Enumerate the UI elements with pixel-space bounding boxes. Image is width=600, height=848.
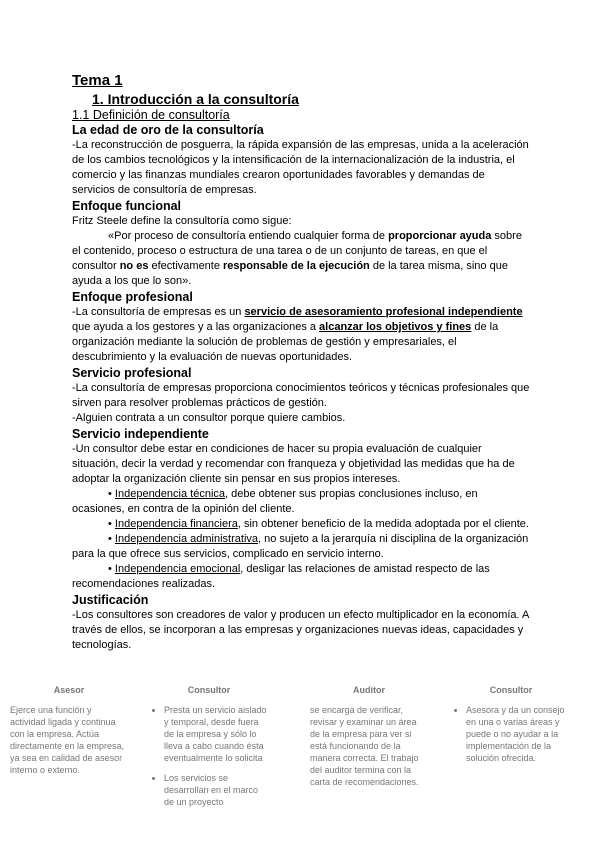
- list-item: • Los servicios se desarrollan en el marco de un proyecto: [164, 772, 268, 808]
- document-page: [72, 72, 530, 653]
- column-auditor: [310, 684, 428, 788]
- paragraph-servicio-profesional-1: -La consultoría de empresas proporciona conocimientos teóricos y técnicas profesionales que sirven para resolver problemas prácticos de gestión.: [72, 382, 530, 409]
- section-title: 1. Introducción a la consultoría: [92, 91, 299, 107]
- heading-justificacion: Justificación: [72, 593, 149, 607]
- subsection-title: 1.1 Definición de consultoría: [72, 108, 230, 122]
- heading-servicio-profesional: Servicio profesional: [72, 366, 192, 380]
- column-title: Consultor: [187, 685, 231, 695]
- comparison-columns: [10, 684, 580, 844]
- bullet-independencia-emocional: • Independencia emocional, desligar las relaciones de amistad respecto de las recomendaciones realizadas.: [72, 563, 490, 590]
- tema-title: Tema 1: [72, 72, 123, 89]
- paragraph-servicio-profesional-2: -Alguien contrata a un consultor porque quiere cambios.: [72, 412, 346, 424]
- paragraph-fritz-steele: Fritz Steele define la consultoría como sigue:: [72, 215, 292, 227]
- bullet-independencia-financiera: • Independencia financiera, sin obtener beneficio de la medida adoptada por el cliente.: [108, 518, 529, 530]
- column-text: se encarga de verificar, revisar y examinar un área de la empresa para ver si está funcionando de la manera correcta. El trabajo del auditor termina con la carta de recomendaciones.: [310, 705, 419, 787]
- column-text: Ejerce una función y actividad ligada y continua con la empresa. Actúa directamente en la empresa, ya sea en calidad de asesor interno o externo.: [10, 705, 125, 775]
- paragraph-justificacion: -Los consultores son creadores de valor y producen un efecto multiplicador en la economía. A través de ellos, se incorporan a las empresas y organizaciones nuevas ideas, capacidades y tecnologías.: [72, 609, 529, 651]
- heading-servicio-independiente: Servicio independiente: [72, 427, 209, 441]
- heading-enfoque-funcional: Enfoque funcional: [72, 199, 182, 213]
- column-asesor: [10, 684, 128, 776]
- paragraph-servicio-independiente: -Un consultor debe estar en condiciones de hacer su propia evaluación de cualquier situación, decir la verdad y recomendar con franqueza y objetividad las medidas que ha de adoptar la organización cliente sin pensar en sus propios intereses.: [72, 443, 515, 485]
- bullet-independencia-tecnica: • Independencia técnica, debe obtener sus propias conclusiones incluso, en ocasiones, en contra de la opinión del cliente.: [72, 488, 478, 515]
- heading-enfoque-profesional: Enfoque profesional: [72, 290, 193, 304]
- bullet-independencia-administrativa: • Independencia administrativa, no sujeto a la jerarquía ni disciplina de la organización para la que ofrece sus servicios, complicado en servicio interno.: [72, 533, 529, 560]
- column-title: Auditor: [353, 685, 385, 695]
- list-item: • Presta un servicio aislado y temporal, desde fuera de la empresa y sólo lo lleva a cabo cuando ésta eventualmente lo solicita: [164, 704, 268, 764]
- paragraph-enfoque-profesional: -La consultoría de empresas es un servicio de asesoramiento profesional independiente que ayuda a los gestores y a las organizaciones a alcanzar los objetivos y fines de la organización mediante la solución de problemas de gestión y empresariales, el descubrimiento y la evaluación de nuevas oportunidades.: [72, 306, 523, 363]
- paragraph-edad-oro: -La reconstrucción de posguerra, la rápida expansión de las empresas, unida a la aceleración de los cambios tecnológicos y la intensificación de la internacionalización de la industria, el comercio y las finanzas mundiales crearon oportunidades favorables y demandas de servicios de consultoría de empresas.: [72, 139, 529, 196]
- column-consultor: [150, 684, 268, 816]
- list-item: • Asesora y da un consejo en una o varias áreas y puede o no ayudar a la implementación de la solución ofrecida.: [466, 704, 570, 764]
- column-title: Consultor: [489, 685, 533, 695]
- quote-steele: «Por proceso de consultoría entiendo cualquier forma de proporcionar ayuda sobre el contenido, proceso o estructura de una tarea o de un conjunto de tareas, en que el consultor no es efectivamente responsable de la ejecución de la tarea misma, sino que ayuda a los que lo son».: [72, 230, 522, 287]
- heading-edad-oro: La edad de oro de la consultoría: [72, 123, 264, 137]
- column-consultor-2: [452, 684, 570, 772]
- column-title: Asesor: [53, 685, 85, 695]
